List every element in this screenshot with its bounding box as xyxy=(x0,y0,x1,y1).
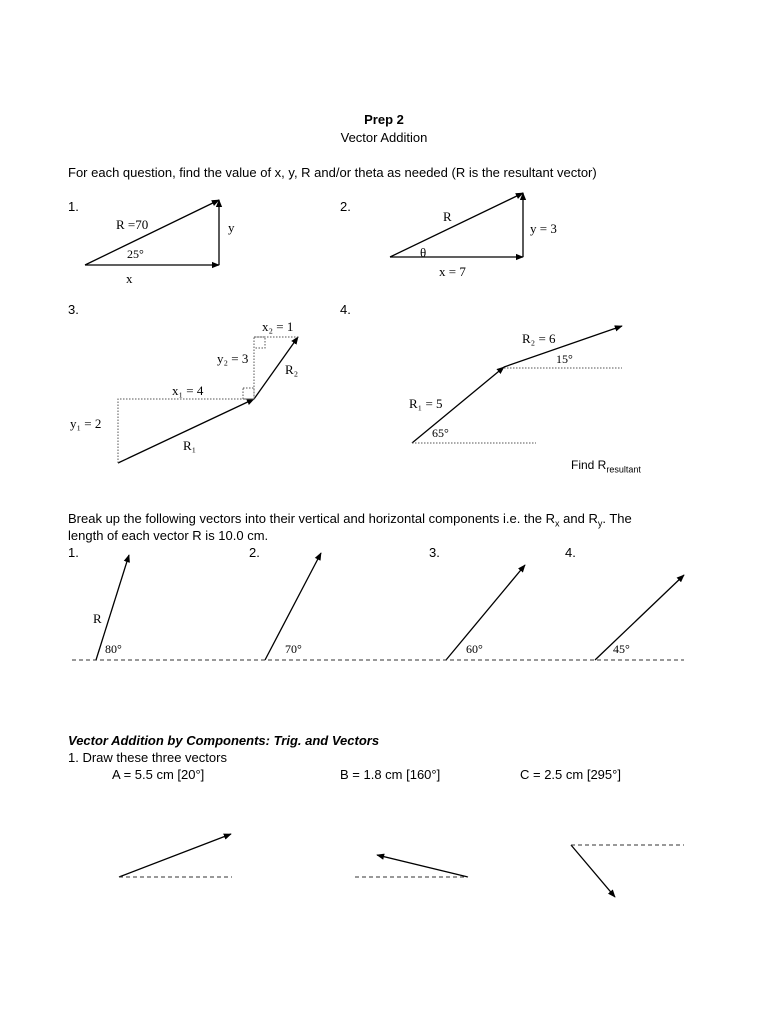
part3-item: 1. Draw these three vectors xyxy=(68,750,227,765)
q2-number: 2. xyxy=(340,199,351,214)
q3-number: 3. xyxy=(68,302,79,317)
vector-3-number: 3. xyxy=(429,545,440,560)
vector-1-r-label: R xyxy=(93,611,102,626)
vector-c xyxy=(571,845,615,897)
q1-y-label: y xyxy=(228,220,235,235)
q2-theta-label: θ xyxy=(420,245,427,260)
vector-3 xyxy=(446,565,525,660)
vector-a-label: A = 5.5 cm [20°] xyxy=(112,767,205,782)
q4-find-label: Find $R_{resultant}$ xyxy=(571,458,641,475)
q4-find-sub: resultant xyxy=(606,464,641,475)
q3-right-angle-1 xyxy=(243,388,254,399)
q4-r1-label: R₁ = 5 xyxy=(409,396,443,411)
vector-2-angle: 70° xyxy=(285,642,302,656)
vector-a xyxy=(119,834,231,877)
q4-angle2-label: 15° xyxy=(556,352,573,366)
q2-y-label: y = 3 xyxy=(530,221,557,236)
page-title: Prep 2 xyxy=(364,112,404,127)
vector-2-number: 2. xyxy=(249,545,260,560)
page-subtitle: Vector Addition xyxy=(340,130,428,145)
q4-angle1-label: 65° xyxy=(432,426,449,440)
part2-instructions-line1: Break up the following vectors into their vertical and horizontal components i.e. the $R_x$ and $R_y$. The xyxy=(68,511,632,529)
q3-r1-label: R₁ xyxy=(183,438,197,453)
q1-angle-label: 25° xyxy=(127,247,144,261)
q4-r2-label: R₂ = 6 xyxy=(522,331,556,346)
q3-y1-label: y₁ = 2 xyxy=(70,416,102,431)
q4-number: 4. xyxy=(340,302,351,317)
q3-x2-label: x₂ = 1 xyxy=(262,319,294,334)
q3-r2-label: R₂ xyxy=(285,362,299,377)
q2-r-vector xyxy=(390,193,523,257)
vector-4 xyxy=(595,575,684,660)
vector-1-number: 1. xyxy=(68,545,79,560)
q3-x1-label: x₁ = 4 xyxy=(172,383,204,398)
q1-number: 1. xyxy=(68,199,79,214)
part3-heading: Vector Addition by Components: Trig. and Vectors xyxy=(68,733,380,748)
q3-y2-label: y₂ = 3 xyxy=(217,351,249,366)
vector-b xyxy=(377,855,468,877)
q1-x-label: x xyxy=(126,271,133,286)
vector-1-angle: 80° xyxy=(105,642,122,656)
q3-right-angle-2 xyxy=(254,337,265,348)
vector-4-angle: 45° xyxy=(613,642,630,656)
vector-c-label: C = 2.5 cm [295°] xyxy=(520,767,621,782)
q2-x-label: x = 7 xyxy=(439,264,466,279)
q2-r-label: R xyxy=(443,209,452,224)
vector-3-angle: 60° xyxy=(466,642,483,656)
vector-b-label: B = 1.8 cm [160°] xyxy=(340,767,441,782)
instructions: For each question, find the value of x, y, R and/or theta as needed (R is the resultant vector) xyxy=(68,165,597,180)
q1-r-label: R =70 xyxy=(116,217,149,232)
q1-r-vector xyxy=(85,200,219,265)
vector-4-number: 4. xyxy=(565,545,576,560)
part2-instructions-line2: length of each vector R is 10.0 cm. xyxy=(68,528,269,543)
